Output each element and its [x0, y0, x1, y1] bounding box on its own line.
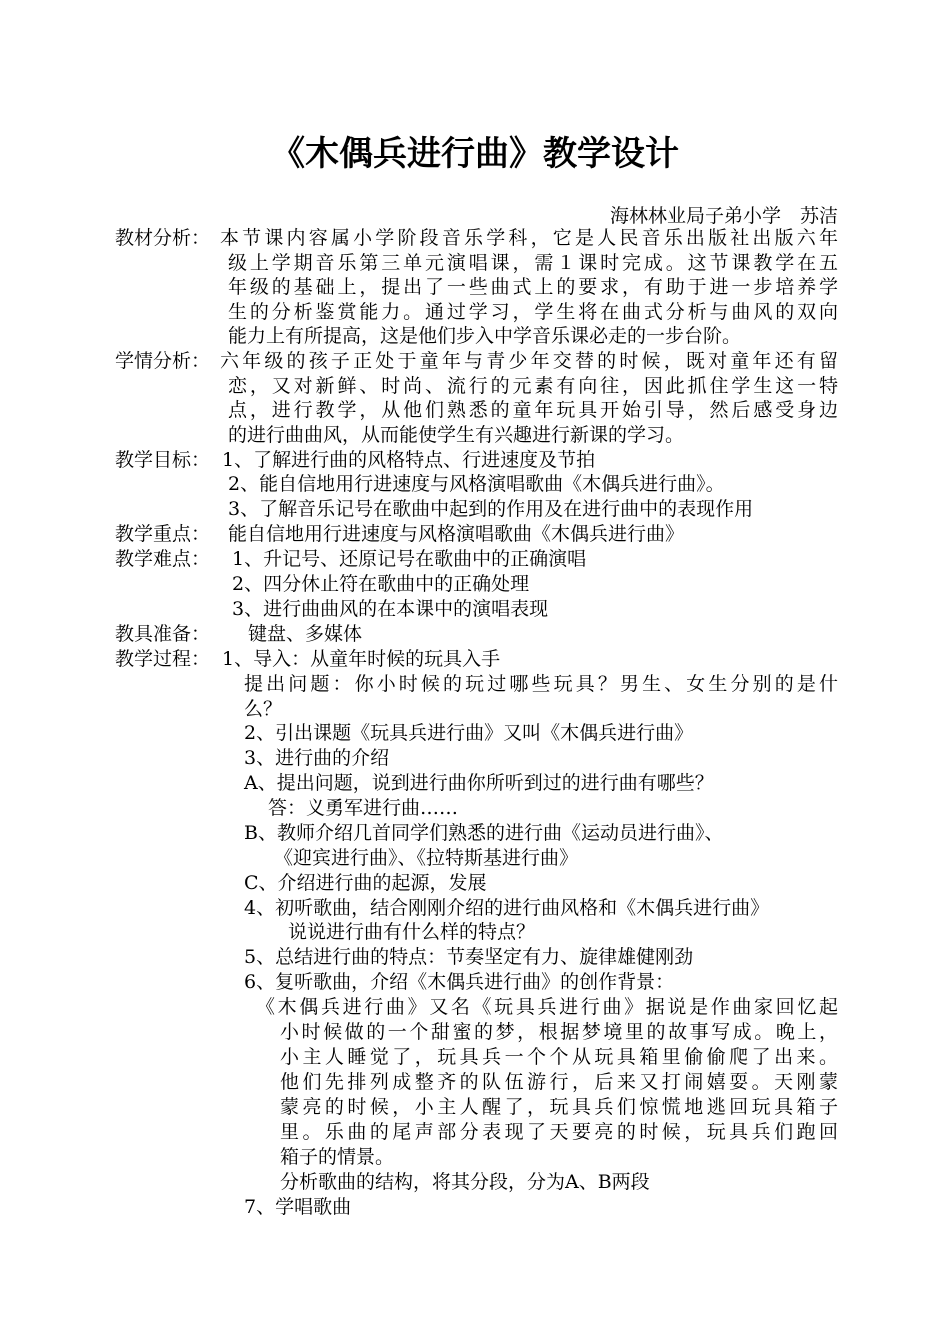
section-label-key: 教学重点： [115, 523, 211, 545]
process-step: 说说进行曲有什么样的特点？ [288, 921, 536, 943]
process-substep: A、提出问题，说到进行曲你所听到过的进行曲有哪些？ [244, 772, 714, 794]
section-label-students: 学情分析： [115, 350, 211, 372]
process-substep: B、教师介绍几首同学们熟悉的进行曲《运动员进行曲》、 [244, 822, 724, 844]
goal-item: 2、能自信地用行进速度与风格演唱歌曲《木偶兵进行曲》。 [228, 473, 725, 495]
difficulty-item: 1、升记号、还原记号在歌曲中的正确演唱 [232, 548, 587, 570]
story-line: 他们先排列成整齐的队伍游行，后来又打闹嬉耍。天刚蒙 [280, 1071, 838, 1093]
analysis-line: 分析歌曲的结构，将其分段，分为A、B两段 [280, 1171, 650, 1193]
process-substep: C、介绍进行曲的起源，发展 [244, 872, 487, 894]
students-line: 的进行曲曲风，从而能使学生有兴趣进行新课的学习。 [228, 424, 685, 446]
material-line: 级上学期音乐第三单元演唱课，需１课时完成。这节课教学在五 [228, 252, 838, 274]
material-line: 能力上有所提高，这是他们步入中学音乐课必走的一步台阶。 [228, 325, 742, 347]
process-step: 1、导入：从童年时候的玩具入手 [222, 648, 501, 670]
students-line: 点，进行教学，从他们熟悉的童年玩具开始引导，然后感受身边 [228, 399, 838, 421]
difficulty-item: 2、四分休止符在歌曲中的正确处理 [232, 573, 530, 595]
students-line: 恋，又对新鲜、时尚、流行的元素有向往，因此抓住学生这一特 [228, 375, 838, 397]
section-label-difficulty: 教学难点： [115, 548, 211, 570]
process-step: 6、复听歌曲，介绍《木偶兵进行曲》的创作背景： [244, 971, 675, 993]
process-step: 2、引出课题《玩具兵进行曲》又叫《木偶兵进行曲》 [244, 722, 694, 744]
process-answer: 答：义勇军进行曲…… [268, 797, 459, 819]
process-step: 5、总结进行曲的特点：节奏坚定有力、旋律雄健刚劲 [244, 946, 694, 968]
process-question: 提出问题：你小时候的玩过哪些玩具？男生、女生分别的是什 [244, 673, 838, 695]
process-substep: 《迎宾进行曲》、《拉特斯基进行曲》 [274, 847, 579, 869]
section-label-process: 教学过程： [115, 648, 211, 670]
process-step: 4、初听歌曲，结合刚刚介绍的进行曲风格和《木偶兵进行曲》 [244, 897, 770, 919]
students-line: 六年级的孩子正处于童年与青少年交替的时候，既对童年还有留 [220, 350, 838, 372]
author-line: 海林林业局子弟小学 苏洁 [609, 205, 838, 227]
goal-item: 1、了解进行曲的风格特点、行进速度及节拍 [222, 449, 596, 471]
story-line: 小主人睡觉了，玩具兵一个个从玩具箱里偷偷爬了出来。 [280, 1046, 838, 1068]
story-line: 小时候做的一个甜蜜的梦，根据梦境里的故事写成。晚上， [280, 1021, 838, 1043]
goal-item: 3、了解音乐记号在歌曲中起到的作用及在进行曲中的表现作用 [228, 498, 754, 520]
process-step: 7、学唱歌曲 [244, 1196, 352, 1218]
key-point-text: 能自信地用行进速度与风格演唱歌曲《木偶兵进行曲》 [228, 523, 685, 545]
story-line: 箱子的情景。 [280, 1146, 395, 1168]
section-label-goals: 教学目标： [115, 449, 211, 471]
story-line: 蒙亮的时候，小主人醒了，玩具兵们惊慌地逃回玩具箱子 [280, 1096, 838, 1118]
document-title: 《木偶兵进行曲》教学设计 [271, 134, 679, 174]
tools-text: 键盘、多媒体 [248, 623, 363, 645]
section-label-tools: 教具准备： [115, 623, 211, 645]
material-line: 本节课内容属小学阶段音乐学科，它是人民音乐出版社出版六年 [220, 227, 838, 249]
difficulty-item: 3、进行曲曲风的在本课中的演唱表现 [232, 598, 549, 620]
material-line: 生的分析鉴赏能力。通过学习，学生将在曲式分析与曲风的双向 [228, 301, 838, 323]
story-line: 《木偶兵进行曲》又名《玩具兵进行曲》据说是作曲家回忆起 [256, 996, 838, 1018]
section-label-material: 教材分析： [115, 227, 211, 249]
process-question: 么？ [244, 698, 283, 720]
material-line: 年级的基础上，提出了一些曲式上的要求，有助于进一步培养学 [228, 276, 838, 298]
story-line: 里。乐曲的尾声部分表现了天要亮的时候，玩具兵们跑回 [280, 1121, 838, 1143]
process-step: 3、进行曲的介绍 [244, 747, 390, 769]
